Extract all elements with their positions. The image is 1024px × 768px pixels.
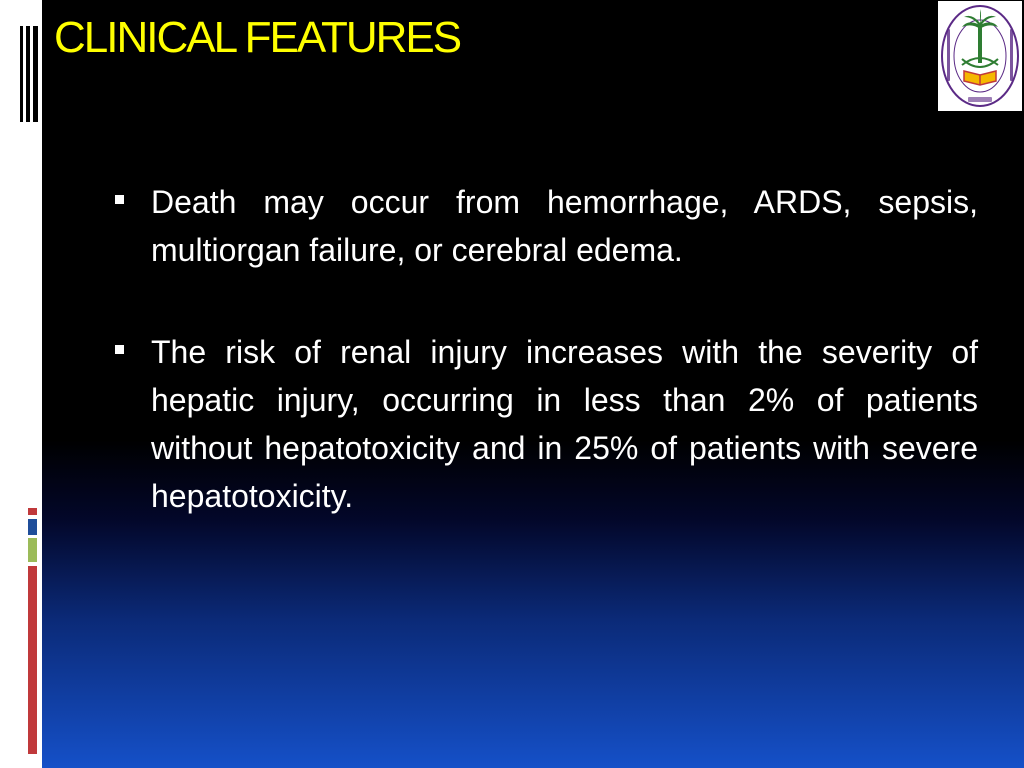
university-logo (938, 1, 1022, 111)
bullet-list (112, 178, 978, 574)
bullet-text: Death may occur from hemorrhage, ARDS, sepsis, multiorgan failure, or cerebral edema. (151, 184, 978, 268)
decorative-bar (33, 26, 38, 122)
square-bullet-icon (115, 195, 124, 204)
accent-bar-green (28, 538, 37, 562)
bullet-item (112, 178, 978, 274)
accent-bar-blue (28, 519, 37, 535)
accent-bar-red-long (28, 566, 37, 754)
bullet-item (112, 328, 978, 520)
decorative-vertical-bars (20, 26, 42, 122)
square-bullet-icon (115, 345, 124, 354)
accent-bar-red-small (28, 508, 37, 515)
decorative-bar (20, 26, 23, 122)
decorative-bar (26, 26, 30, 122)
bullet-text: The risk of renal injury increases with the severity of hepatic injury, occurring in less than 2% of patients without hepatotoxicity and in 25% of patients with severe hepatotoxicity. (151, 334, 978, 514)
university-emblem-icon (938, 1, 1022, 111)
slide-title: CLINICAL FEATURES (54, 13, 461, 62)
